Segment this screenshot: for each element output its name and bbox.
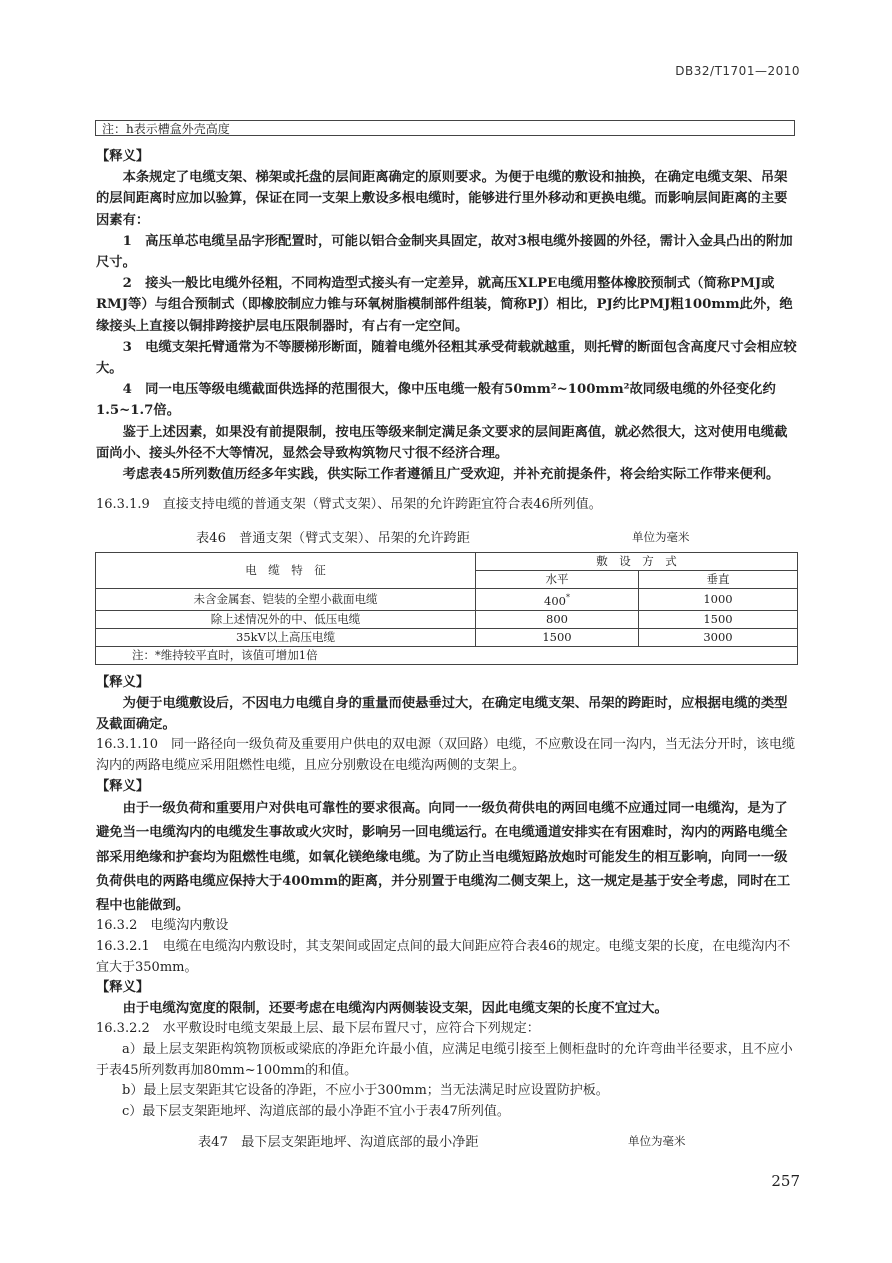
table46	[95, 552, 798, 665]
explanation-section-1	[96, 146, 800, 485]
table46-header-vertical: 垂直	[639, 571, 798, 589]
explanation-paragraph: 1 高压单芯电缆呈品字形配置时，可能以铝合金制夹具固定，故对3根电缆外接圆的外径，需计入金具凸出的附加尺寸。	[96, 233, 793, 271]
explanation-paragraph: 2 接头一般比电缆外径粗，不同构造型式接头有一定差异，就高压XLPE电缆用整体橡胶预制式（简称PMJ或RMJ等）与组合预制式（即橡胶制应力锥与环氧树脂模制部件组装，简称PJ）相比，PJ约比PMJ粗100mm此外，绝缘接头上直接以铜排跨接护层电压限制器时，有占有一定空间。	[96, 276, 793, 334]
clause-item-b: b）最上层支架距其它设备的净距，不应小于300mm；当无法满足时应设置防护板。	[122, 1083, 609, 1099]
explanation-paragraph: 4 同一电压等级电缆截面供选择的范围很大，像中压电缆一般有50mm²~100mm²故同级电缆的外径变化约1.5~1.7倍。	[96, 382, 776, 419]
table46-header-group: 敷 设 方 式	[476, 553, 798, 571]
clause-item-c: c）最下层支架距地坪、沟道底部的最小净距不宜小于表47所列值。	[122, 1104, 510, 1120]
table47-unit: 单位为毫米	[628, 1134, 686, 1148]
explanation-heading: 【释义】	[96, 980, 150, 995]
table-row	[96, 610, 798, 628]
table46-header-feature: 电 缆 特 征	[96, 553, 476, 589]
explanation-section-4	[96, 977, 800, 1019]
clause-16-3-2-2: 16.3.2.2 水平敷设时电缆支架最上层、最下层布置尺寸，应符合下列规定：	[96, 1021, 540, 1036]
clause-16-3-1-10: 16.3.1.10 同一路径向一级负荷及重要用户供电的双电源（双回路）电缆，不应敷设在同一沟内，当无法分开时，该电缆沟内的两路电缆应采用阻燃性电缆，且应分别敷设在电缆沟两侧的支架上。	[96, 737, 796, 773]
table-row	[96, 589, 798, 611]
table46-cell-horizontal: 400*	[476, 589, 639, 611]
clause-item-a: a）最上层支架距构筑物顶板或梁底的净距允许最小值，应满足电缆引接至上侧柜盘时的允许弯曲半径要求，且不应小于表45所列数再加80mm~100mm的和值。	[96, 1041, 793, 1078]
table46-cell-vertical: 3000	[639, 628, 798, 646]
table46-header-horizontal: 水平	[476, 571, 639, 589]
explanation-heading: 【释义】	[96, 779, 150, 794]
table46-cell-horizontal: 1500	[476, 628, 639, 646]
clause-16-3-1-9: 16.3.1.9 直接支持电缆的普通支架（臂式支架）、吊架的允许跨距宜符合表46所列值。	[96, 497, 602, 512]
table46-cell-horizontal: 800	[476, 610, 639, 628]
table-row	[96, 628, 798, 646]
table46-note: 注：*维持较平直时，该值可增加1倍	[96, 646, 798, 664]
explanation-paragraph: 为便于电缆敷设后，不因电力电缆自身的重量而使悬垂过大，在确定电缆支架、吊架的跨距时，应根据电缆的类型及截面确定。	[96, 696, 788, 733]
clause-16-3-2-2-block	[96, 1019, 800, 1123]
table47-caption: 表47 最下层支架距地坪、沟道底部的最小净距	[198, 1135, 479, 1150]
table46-cell-feature: 35kV以上高压电缆	[96, 628, 476, 646]
standard-code-header: DB32/T1701—2010	[675, 64, 800, 78]
explanation-section-2	[96, 672, 800, 736]
table46-caption: 表46 普通支架（臂式支架）、吊架的允许跨距	[196, 531, 470, 546]
explanation-paragraph: 鉴于上述因素，如果没有前提限制，按电压等级来制定满足条文要求的层间距离值，就必然很大，这对使用电缆截面尚小、接头外径不大等情况，显然会导致构筑物尺寸很不经济合理。	[96, 424, 788, 461]
footnote-mark: *	[565, 593, 570, 602]
table45-note-row: 注：h表示槽盒外壳高度	[95, 120, 795, 136]
page-number: 257	[771, 1172, 800, 1190]
clause-16-3-2-1: 16.3.2.1 电缆在电缆沟内敷设时，其支架间或固定点间的最大间距应符合表46的规定。电缆支架的长度，在电缆沟内不宜大于350mm。	[96, 939, 791, 975]
explanation-heading: 【释义】	[96, 675, 150, 690]
explanation-heading: 【释义】	[96, 149, 150, 164]
explanation-paragraph: 本条规定了电缆支架、梯架或托盘的层间距离确定的原则要求。为便于电缆的敷设和抽换，在确定电缆支架、吊架的层间距离时应加以验算，保证在同一支架上敷设多根电缆时，能够进行里外移动和更换电缆。而影响层间距离的主要因素有：	[96, 170, 788, 228]
explanation-paragraph: 考虑表45所列数值历经多年实践，供实际工作者遵循且广受欢迎，并补充前提条件，将会给实际工作带来便利。	[122, 467, 780, 483]
explanation-paragraph: 由于电缆沟宽度的限制，还要考虑在电缆沟内两侧装设支架，因此电缆支架的长度不宜过大。	[122, 1001, 668, 1017]
table46-cell-feature: 未含金属套、铠装的全塑小截面电缆	[96, 589, 476, 611]
explanation-paragraph: 由于一级负荷和重要用户对供电可靠性的要求很高。向同一一级负荷供电的两回电缆不应通过同一电缆沟，是为了避免当一电缆沟内的电缆发生事故或火灾时，影响另一回电缆运行。在电缆通道安排实在有困难时，沟内的两路电缆全部采用绝缘和护套均为阻燃性电缆，如氧化镁绝缘电缆。为了防止当电缆短路放炮时可能发生的相互影响，向同一一级负荷供电的两路电缆应保持大于400mm的距离，并分别置于电缆沟二侧支架上，这一规定是基于安全考虑，同时在工程中也能做到。	[96, 801, 791, 914]
table46-unit: 单位为毫米	[632, 530, 690, 544]
explanation-section-3	[96, 776, 800, 918]
table46-cell-vertical: 1500	[639, 610, 798, 628]
clause-16-3-2: 16.3.2 电缆沟内敷设	[96, 918, 229, 933]
table46-cell-feature: 除上述情况外的中、低压电缆	[96, 610, 476, 628]
explanation-paragraph: 3 电缆支架托臂通常为不等腰梯形断面，随着电缆外径粗其承受荷载就越重，则托臂的断面包含高度尺寸会相应较大。	[96, 339, 797, 377]
table46-cell-vertical: 1000	[639, 589, 798, 611]
